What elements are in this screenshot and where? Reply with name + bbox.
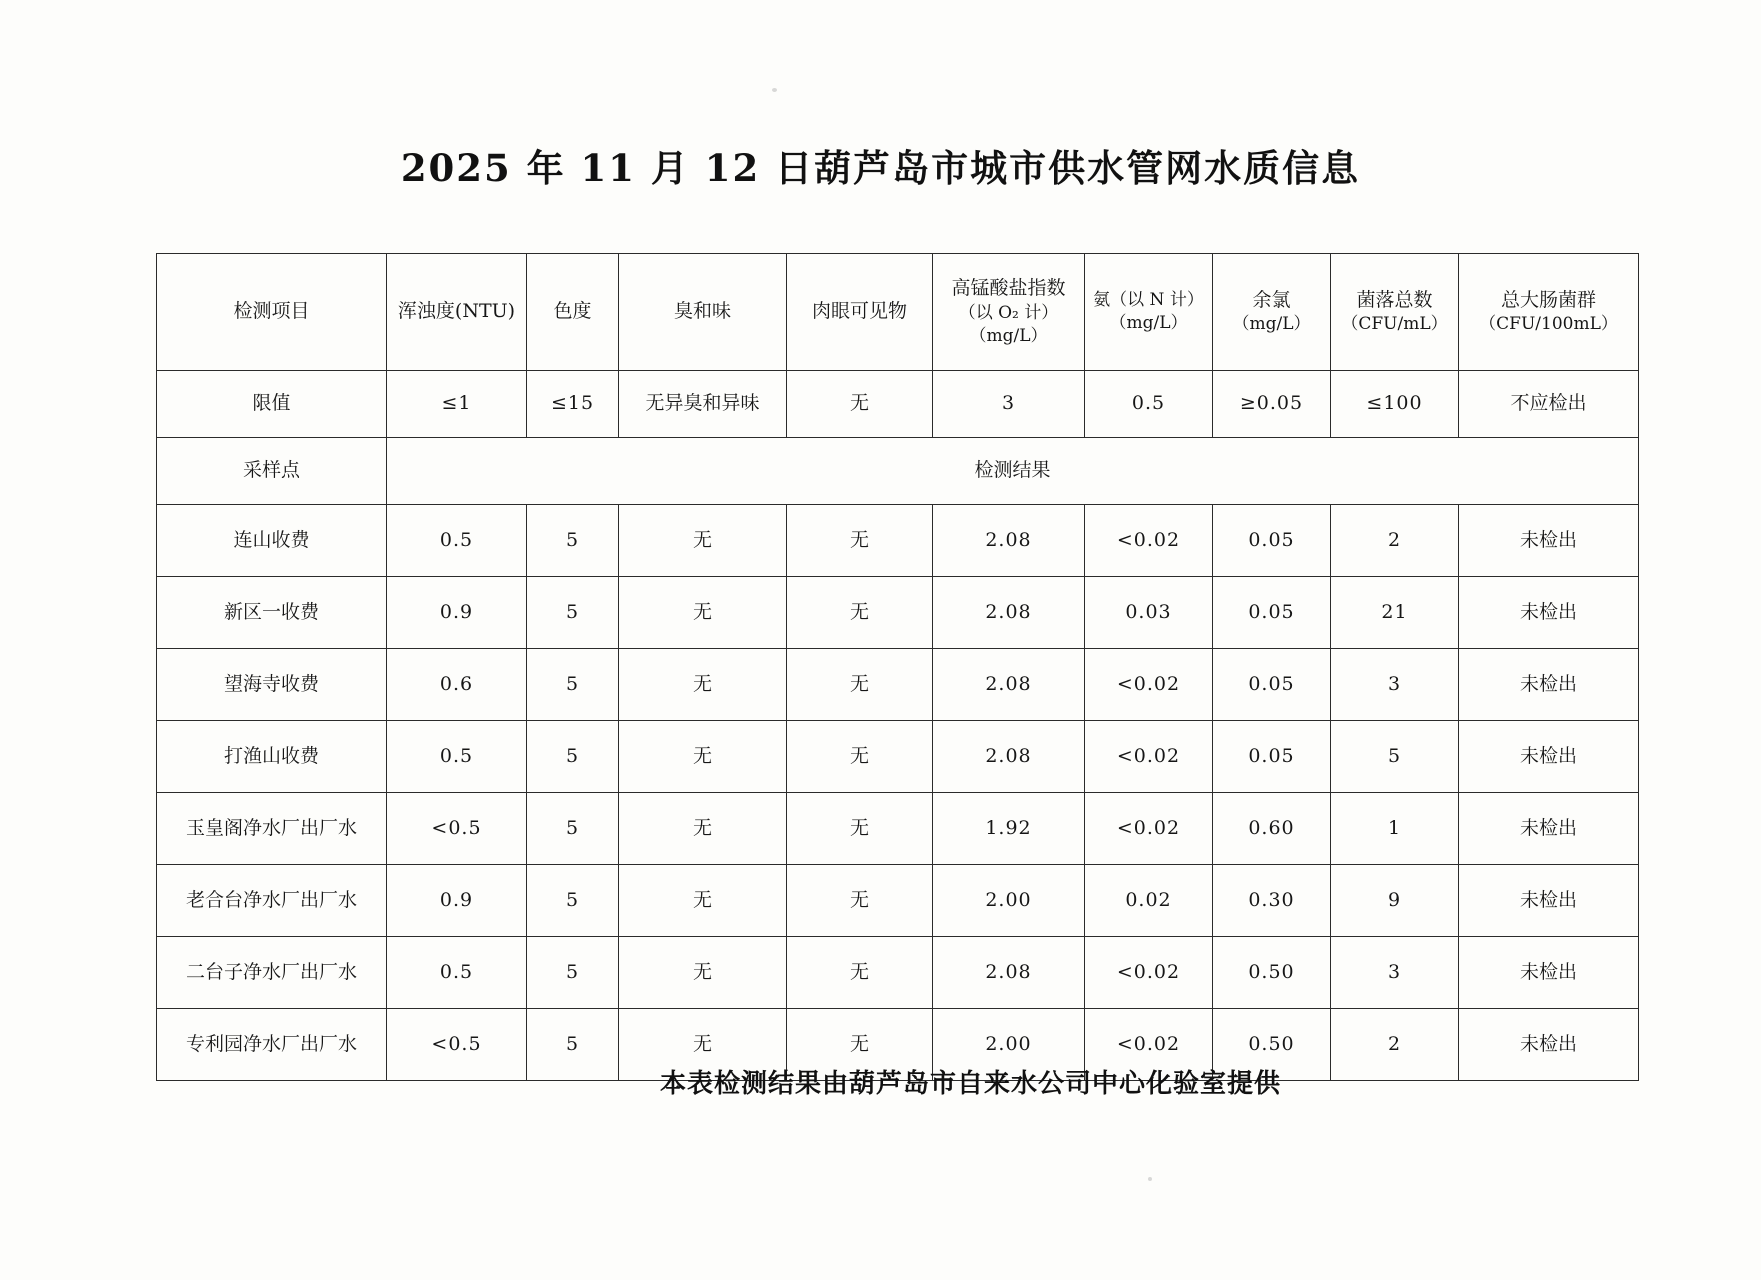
cell-visible-matter: 无 <box>787 505 933 577</box>
header-cell-permanganate-index <box>933 254 1085 371</box>
cell-permanganate-index: 2.00 <box>933 865 1085 937</box>
header-cell-ammonia <box>1085 254 1213 371</box>
cell-permanganate-index: 2.00 <box>933 1009 1085 1081</box>
cell-residual-chlorine: 0.05 <box>1213 577 1331 649</box>
cell-colony-count: 21 <box>1331 577 1459 649</box>
cell-residual-chlorine: 0.05 <box>1213 721 1331 793</box>
header-line-1: 菌落总数 <box>1356 288 1433 311</box>
scan-speckle <box>772 88 777 92</box>
cell-colony-count: 3 <box>1331 649 1459 721</box>
header-line-3: （mg/L） <box>969 325 1048 346</box>
limit-value: 无异臭和异味 <box>619 371 787 438</box>
header-cell-odor <box>619 254 787 371</box>
cell-colony-count: 2 <box>1331 505 1459 577</box>
cell-total-coliform: 未检出 <box>1459 505 1639 577</box>
cell-odor: 无 <box>619 505 787 577</box>
cell-colony-count: 1 <box>1331 793 1459 865</box>
limit-value: ≤15 <box>527 371 619 438</box>
limit-value: ≤100 <box>1331 371 1459 438</box>
cell-visible-matter: 无 <box>787 937 933 1009</box>
cell-odor: 无 <box>619 577 787 649</box>
cell-ammonia: <0.02 <box>1085 505 1213 577</box>
site-name: 老合台净水厂出厂水 <box>157 865 387 937</box>
table-row <box>157 793 1639 865</box>
cell-chroma: 5 <box>527 577 619 649</box>
sample-point-label: 采样点 <box>157 438 387 505</box>
header-line-1: 氨（以 N 计） <box>1093 290 1204 311</box>
cell-turbidity: 0.9 <box>387 865 527 937</box>
cell-colony-count: 2 <box>1331 1009 1459 1081</box>
header-line-2: （CFU/100mL） <box>1479 314 1618 335</box>
limit-row <box>157 371 1639 438</box>
limit-value: ≤1 <box>387 371 527 438</box>
header-cell-chroma <box>527 254 619 371</box>
cell-visible-matter: 无 <box>787 793 933 865</box>
cell-chroma: 5 <box>527 505 619 577</box>
header-cell-total-coliform <box>1459 254 1639 371</box>
table-row <box>157 577 1639 649</box>
cell-permanganate-index: 2.08 <box>933 937 1085 1009</box>
cell-turbidity: 0.9 <box>387 577 527 649</box>
header-cell-residual-chlorine <box>1213 254 1331 371</box>
cell-chroma: 5 <box>527 649 619 721</box>
cell-colony-count: 9 <box>1331 865 1459 937</box>
table-header-row <box>157 254 1639 371</box>
cell-colony-count: 3 <box>1331 937 1459 1009</box>
site-name: 玉皇阁净水厂出厂水 <box>157 793 387 865</box>
header-cell-visible-matter <box>787 254 933 371</box>
header-line-1: 余氯 <box>1252 288 1291 311</box>
cell-turbidity: <0.5 <box>387 1009 527 1081</box>
water-quality-table <box>156 253 1639 1081</box>
cell-total-coliform: 未检出 <box>1459 793 1639 865</box>
cell-odor: 无 <box>619 1009 787 1081</box>
cell-odor: 无 <box>619 721 787 793</box>
header-line-1: 检测项目 <box>233 300 310 323</box>
cell-odor: 无 <box>619 937 787 1009</box>
cell-permanganate-index: 2.08 <box>933 505 1085 577</box>
cell-ammonia: 0.02 <box>1085 865 1213 937</box>
cell-ammonia: <0.02 <box>1085 649 1213 721</box>
header-line-2: （CFU/mL） <box>1341 314 1448 335</box>
site-name: 打渔山收费 <box>157 721 387 793</box>
cell-visible-matter: 无 <box>787 649 933 721</box>
sample-point-header-row <box>157 438 1639 505</box>
site-name: 新区一收费 <box>157 577 387 649</box>
limit-value: 3 <box>933 371 1085 438</box>
header-cell-item <box>157 254 387 371</box>
table-row <box>157 937 1639 1009</box>
header-cell-turbidity <box>387 254 527 371</box>
cell-total-coliform: 未检出 <box>1459 937 1639 1009</box>
cell-residual-chlorine: 0.30 <box>1213 865 1331 937</box>
cell-permanganate-index: 2.08 <box>933 721 1085 793</box>
cell-total-coliform: 未检出 <box>1459 721 1639 793</box>
header-line-1: 总大肠菌群 <box>1500 288 1596 311</box>
cell-permanganate-index: 1.92 <box>933 793 1085 865</box>
page-title: 2025 年 11 月 12 日葫芦岛市城市供水管网水质信息 <box>400 146 1361 190</box>
limit-value: 无 <box>787 371 933 438</box>
cell-permanganate-index: 2.08 <box>933 649 1085 721</box>
cell-chroma: 5 <box>527 721 619 793</box>
cell-ammonia: <0.02 <box>1085 937 1213 1009</box>
cell-turbidity: 0.5 <box>387 721 527 793</box>
cell-ammonia: <0.02 <box>1085 721 1213 793</box>
cell-turbidity: 0.5 <box>387 937 527 1009</box>
site-name: 专利园净水厂出厂水 <box>157 1009 387 1081</box>
cell-turbidity: 0.6 <box>387 649 527 721</box>
footnote <box>0 1063 1761 1100</box>
cell-total-coliform: 未检出 <box>1459 577 1639 649</box>
header-line-1: 色度 <box>553 300 592 323</box>
cell-visible-matter: 无 <box>787 865 933 937</box>
header-line-1: 浑浊度(NTU) <box>397 300 516 323</box>
cell-total-coliform: 未检出 <box>1459 649 1639 721</box>
cell-ammonia: <0.02 <box>1085 1009 1213 1081</box>
cell-chroma: 5 <box>527 937 619 1009</box>
header-line-1: 肉眼可见物 <box>811 300 907 323</box>
footnote-text: 本表检测结果由葫芦岛市自来水公司中心化验室提供 <box>659 1069 1281 1099</box>
limit-label: 限值 <box>157 371 387 438</box>
cell-visible-matter: 无 <box>787 577 933 649</box>
cell-odor: 无 <box>619 793 787 865</box>
cell-odor: 无 <box>619 865 787 937</box>
site-name: 二台子净水厂出厂水 <box>157 937 387 1009</box>
site-name: 连山收费 <box>157 505 387 577</box>
cell-residual-chlorine: 0.05 <box>1213 649 1331 721</box>
cell-visible-matter: 无 <box>787 721 933 793</box>
cell-turbidity: 0.5 <box>387 505 527 577</box>
cell-total-coliform: 未检出 <box>1459 1009 1639 1081</box>
header-line-2: （mg/L） <box>1109 313 1188 333</box>
cell-visible-matter: 无 <box>787 1009 933 1081</box>
cell-turbidity: <0.5 <box>387 793 527 865</box>
table-row <box>157 865 1639 937</box>
cell-colony-count: 5 <box>1331 721 1459 793</box>
header-cell-colony-count <box>1331 254 1459 371</box>
cell-residual-chlorine: 0.05 <box>1213 505 1331 577</box>
cell-ammonia: <0.02 <box>1085 793 1213 865</box>
cell-residual-chlorine: 0.50 <box>1213 1009 1331 1081</box>
header-line-1: 臭和味 <box>673 300 731 323</box>
header-line-2: （以 O₂ 计） <box>958 302 1059 323</box>
cell-permanganate-index: 2.08 <box>933 577 1085 649</box>
limit-value: 不应检出 <box>1459 371 1639 438</box>
cell-chroma: 5 <box>527 1009 619 1081</box>
site-name: 望海寺收费 <box>157 649 387 721</box>
limit-value: ≥0.05 <box>1213 371 1331 438</box>
limit-value: 0.5 <box>1085 371 1213 438</box>
cell-chroma: 5 <box>527 865 619 937</box>
scan-speckle <box>1148 1177 1152 1181</box>
cell-chroma: 5 <box>527 793 619 865</box>
table-row <box>157 649 1639 721</box>
cell-residual-chlorine: 0.60 <box>1213 793 1331 865</box>
header-line-2: （mg/L） <box>1232 314 1311 335</box>
cell-ammonia: 0.03 <box>1085 577 1213 649</box>
table-row <box>157 505 1639 577</box>
cell-odor: 无 <box>619 649 787 721</box>
table-row <box>157 721 1639 793</box>
cell-residual-chlorine: 0.50 <box>1213 937 1331 1009</box>
header-line-1: 高锰酸盐指数 <box>951 277 1066 300</box>
cell-total-coliform: 未检出 <box>1459 865 1639 937</box>
test-result-label: 检测结果 <box>387 438 1639 505</box>
